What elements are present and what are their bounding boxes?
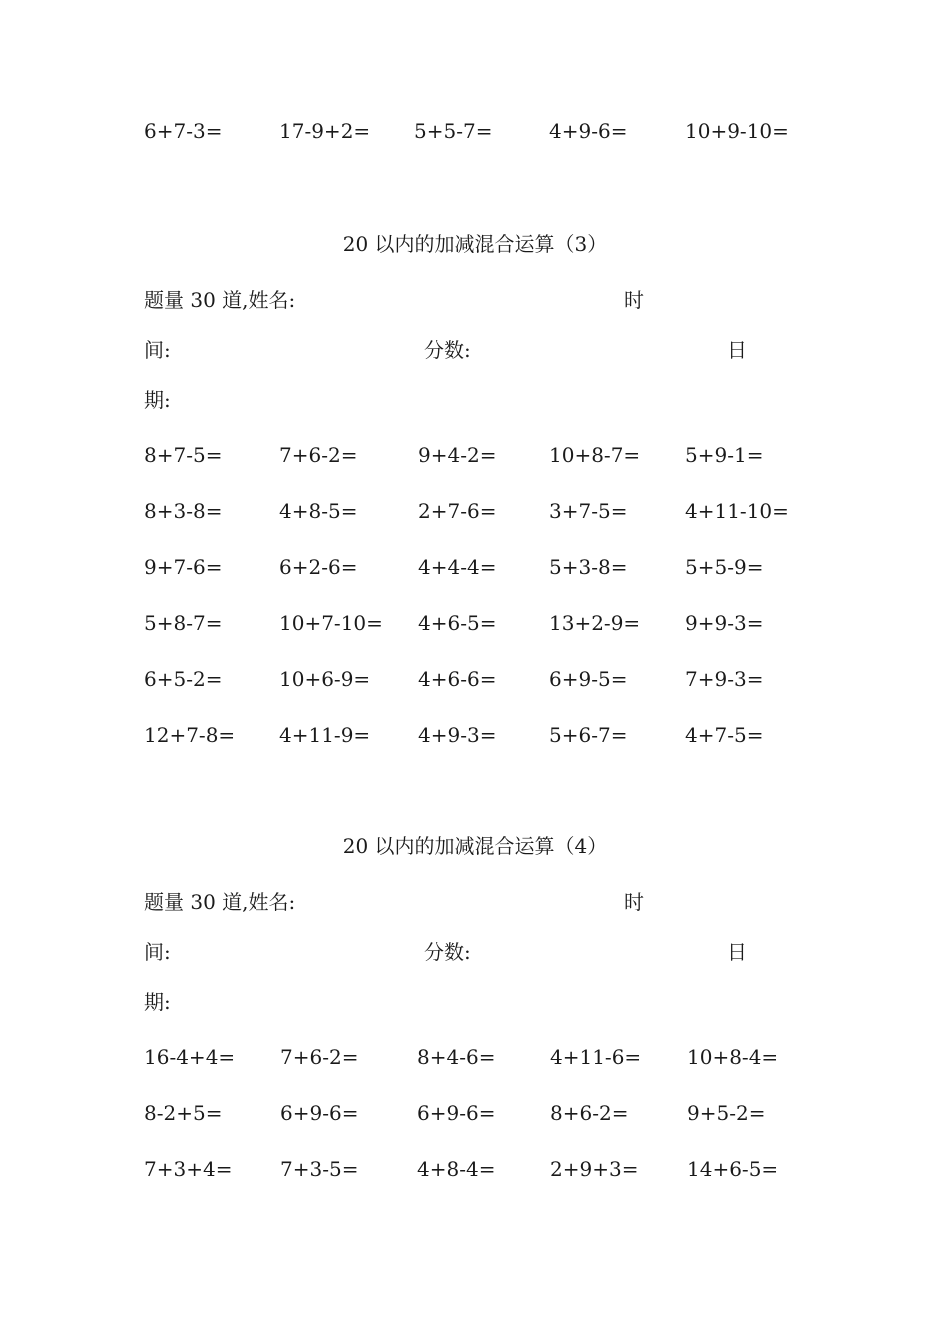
problem: 4+11-10= [685, 499, 789, 523]
problem: 8+3-8= [144, 499, 223, 523]
time-label-part1: 时 [624, 288, 644, 312]
quantity-name-label: 题量 30 道,姓名: [144, 890, 296, 914]
problem: 4+8-5= [279, 499, 358, 523]
problem: 8+6-2= [550, 1101, 629, 1125]
problem: 5+8-7= [144, 611, 223, 635]
problem: 6+9-5= [549, 667, 628, 691]
problem: 14+6-5= [687, 1157, 779, 1181]
time-label-part1: 时 [624, 890, 644, 914]
problem: 16-4+4= [144, 1045, 236, 1069]
quantity-name-label: 题量 30 道,姓名: [144, 288, 296, 312]
problem: 5+9-1= [685, 443, 764, 467]
problem: 7+6-2= [279, 443, 358, 467]
problem: 7+9-3= [685, 667, 764, 691]
date-label-part1: 日 [727, 940, 747, 964]
problem: 5+5-7= [414, 119, 493, 143]
problem: 13+2-9= [549, 611, 641, 635]
problem: 4+11-9= [279, 723, 371, 747]
problem: 3+7-5= [549, 499, 628, 523]
section-title: 20 以内的加减混合运算（4） [342, 834, 608, 858]
problem: 6+9-6= [417, 1101, 496, 1125]
problem: 8+7-5= [144, 443, 223, 467]
problem: 10+7-10= [279, 611, 383, 635]
problem: 9+9-3= [685, 611, 764, 635]
problem: 8-2+5= [144, 1101, 223, 1125]
problem: 2+7-6= [418, 499, 497, 523]
problem: 9+4-2= [418, 443, 497, 467]
problem: 5+6-7= [549, 723, 628, 747]
problem: 8+4-6= [417, 1045, 496, 1069]
date-label-part2: 期: [144, 388, 171, 412]
problem: 10+8-4= [687, 1045, 779, 1069]
problem: 10+6-9= [279, 667, 371, 691]
problem: 9+7-6= [144, 555, 223, 579]
problem: 4+4-4= [418, 555, 497, 579]
score-label: 分数: [424, 940, 471, 964]
problem: 4+9-6= [549, 119, 628, 143]
problem: 6+5-2= [144, 667, 223, 691]
date-label-part2: 期: [144, 990, 171, 1014]
problem: 4+11-6= [550, 1045, 642, 1069]
problem: 4+9-3= [418, 723, 497, 747]
problem: 9+5-2= [687, 1101, 766, 1125]
problem: 6+9-6= [280, 1101, 359, 1125]
problem: 6+7-3= [144, 119, 223, 143]
problem: 10+9-10= [685, 119, 789, 143]
problem: 4+6-5= [418, 611, 497, 635]
score-label: 分数: [424, 338, 471, 362]
problem: 4+8-4= [417, 1157, 496, 1181]
time-label-part2: 间: [144, 940, 171, 964]
problem: 7+3+4= [144, 1157, 233, 1181]
problem: 2+9+3= [550, 1157, 639, 1181]
problem: 4+6-6= [418, 667, 497, 691]
problem: 5+3-8= [549, 555, 628, 579]
problem: 4+7-5= [685, 723, 764, 747]
date-label-part1: 日 [727, 338, 747, 362]
problem: 17-9+2= [279, 119, 371, 143]
problem: 5+5-9= [685, 555, 764, 579]
problem: 7+6-2= [280, 1045, 359, 1069]
problem: 12+7-8= [144, 723, 236, 747]
time-label-part2: 间: [144, 338, 171, 362]
problem: 7+3-5= [280, 1157, 359, 1181]
problem: 10+8-7= [549, 443, 641, 467]
section-title: 20 以内的加减混合运算（3） [342, 232, 608, 256]
problem: 6+2-6= [279, 555, 358, 579]
